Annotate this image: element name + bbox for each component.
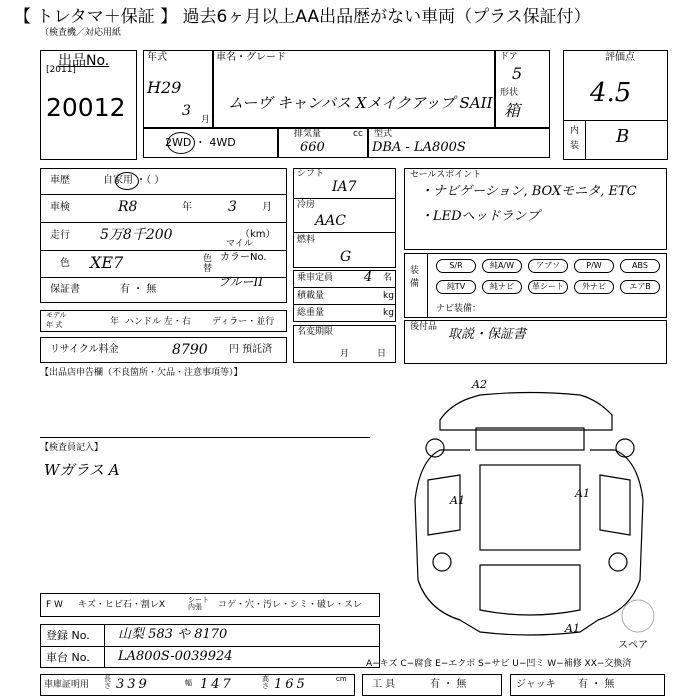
inspector-label: 【検査員記入】 <box>40 443 104 453</box>
capacity-unit: 名 <box>383 273 393 283</box>
dealer-value: ディラー・並行 <box>212 317 275 327</box>
car-right-side <box>600 475 630 535</box>
mark-a1-left: A1 <box>450 494 465 507</box>
mileage-note: （km） <box>240 229 276 240</box>
equipment-item-row1-3: P/W <box>574 259 614 273</box>
equipment-item-row1-4: ABS <box>620 259 660 273</box>
registration-label: 登録 No. <box>46 629 90 642</box>
jack-label: ジャッキ <box>516 679 556 690</box>
equipment-item-row2-2: 革シート <box>528 280 568 294</box>
car-wheel-fr <box>609 553 627 571</box>
model-year-label-1: モデル <box>46 311 67 319</box>
capacity-label: 乗車定員 <box>297 273 334 283</box>
displacement-label: 排気量 <box>294 129 322 139</box>
score-label: 評価点 <box>605 52 635 63</box>
registration-value: 山梨 583 や 8170 <box>118 627 228 642</box>
aftermarket-value: 取説・保証書 <box>448 327 527 342</box>
spare-tire <box>622 600 654 632</box>
equipment-item-row2-4: エアB <box>620 280 660 294</box>
equipment-item-row2-1: 純ナビ <box>482 280 522 294</box>
fuel-label: 燃料 <box>297 235 316 245</box>
model-year-label-2: 年 式 <box>46 321 63 329</box>
chassis-value: LA800S-0039924 <box>118 649 233 664</box>
year-month-unit: 月 <box>201 115 211 125</box>
mileage-value: 5万8千200 <box>100 227 173 243</box>
lot-badge: [2011] <box>46 65 76 75</box>
inspection-month: 3 <box>228 199 237 215</box>
year-month: 3 <box>182 103 191 119</box>
sales-label: セールスポイント <box>410 170 482 180</box>
color-value: XE7 <box>90 253 124 272</box>
tools-value: 有 ・ 無 <box>430 679 467 690</box>
chassis-label: 車台 No. <box>46 651 90 664</box>
warranty-label: 保証書 <box>50 284 80 295</box>
cert-label: 車庫証明用 <box>44 680 90 690</box>
shift-label: シフト <box>297 169 325 179</box>
equipment-item-row1-2: アブソ <box>528 259 568 273</box>
car-wheel-rr <box>616 439 634 457</box>
lot-label: 出品No. <box>58 53 110 69</box>
drive-circle <box>167 132 195 154</box>
owner-change-label: 名変期限 <box>297 327 334 337</box>
interior-value: B <box>616 126 630 147</box>
aftermarket-box <box>404 320 667 364</box>
year-value: H29 <box>147 78 182 97</box>
subtitle: （検査機／対応用紙 <box>40 28 122 38</box>
recycle-unit: 円 預託済 <box>229 344 273 355</box>
model-year-unit: 年 <box>110 317 120 327</box>
type-label: 型式 <box>374 129 393 139</box>
handle-value: ハンドル 左・右 <box>125 317 191 327</box>
history-circle <box>115 172 139 190</box>
car-wheel-rl <box>426 439 444 457</box>
mark-a1-bottom: A1 <box>565 622 580 635</box>
inspector-value: Wガラス A <box>44 461 120 479</box>
load-unit: kg <box>383 291 394 301</box>
inspection-month-unit: 月 <box>262 202 272 213</box>
model-label: 車名・グレード <box>216 52 286 63</box>
warranty-value: 有 ・ 無 <box>120 284 157 295</box>
history-value: 自家用 ・（ ） <box>103 175 165 186</box>
cert-length-value: 339 <box>116 677 150 692</box>
tools-label: 工 具 <box>372 679 396 690</box>
drive-value: 2WD ・ 4WD <box>165 136 236 149</box>
shape-value: 箱 <box>504 101 521 120</box>
cert-height-label: 高さ <box>262 675 269 690</box>
ac-label: 冷房 <box>297 200 316 210</box>
type-value: DBA - LA800S <box>372 140 466 155</box>
year-label: 年式 <box>147 52 167 63</box>
aftermarket-label: 後付品 <box>410 322 438 332</box>
inspection-year: R8 <box>118 199 138 215</box>
gross-unit: kg <box>383 308 394 318</box>
displacement-value: 660 <box>300 140 325 155</box>
cert-length-label: 長さ <box>104 675 111 690</box>
interior-label-1: 内 <box>570 126 580 136</box>
car-hood <box>480 565 580 615</box>
displacement-unit: cc <box>353 129 363 139</box>
equipment-item-row2-3: 外ナビ <box>574 280 614 294</box>
spare-label: スペア <box>618 640 648 651</box>
navi-label: ナビ装備： <box>436 304 482 314</box>
score-value: 4.5 <box>590 78 632 108</box>
mileage-unit: マイル <box>226 239 253 249</box>
door-label: ドア <box>500 52 518 62</box>
car-diagram <box>400 370 660 660</box>
inspection-label: 車検 <box>50 202 70 213</box>
fw-label: F W <box>46 600 63 610</box>
fuel-value: G <box>340 249 352 265</box>
car-wheel-fl <box>433 553 451 571</box>
damage-codes: A−キズ C−腐食 E−エクボ S−サビ U−凹ミ W−補修 XX−交換済 <box>366 659 632 669</box>
sales-line-1: ・ナビゲーション, BOXモニタ, ETC <box>420 184 637 199</box>
inspection-year-unit: 年 <box>182 202 192 213</box>
notes-label: 【出品店申告欄（不良箇所・欠品・注意事項等）】 <box>40 368 243 378</box>
model-value: ムーヴ キャンバス Xメイクアップ SAII <box>228 94 493 112</box>
car-roof-panel <box>480 465 580 550</box>
color-code-label: カラーNo. <box>220 252 267 263</box>
shape-label: 形状 <box>500 88 519 98</box>
mark-a1-right: A1 <box>575 487 590 500</box>
car-body <box>415 450 643 635</box>
color-change-label: 色替 <box>203 254 213 274</box>
cert-height-value: 165 <box>274 677 308 692</box>
car-roof-spoiler <box>440 393 612 431</box>
lot-number: 20012 <box>46 93 126 122</box>
car-top <box>476 428 584 450</box>
equipment-item-row1-0: S/R <box>436 259 476 273</box>
mark-a2: A2 <box>472 378 487 391</box>
capacity-value: 4 <box>364 270 373 285</box>
equipment-item-row1-1: 純A/W <box>482 259 522 273</box>
jack-value: 有 ・ 無 <box>578 679 615 690</box>
load-label: 積載量 <box>297 291 325 301</box>
door-value: 5 <box>512 64 523 83</box>
fw-text: キズ・ヒビ石・割レX <box>78 600 165 610</box>
cert-width-label: 幅 <box>185 679 192 687</box>
page-title: 【 トレタマ＋保証 】 過去6ヶ月以上AA出品歴がない車両（プラス保証付） <box>14 7 591 27</box>
recycle-value: 8790 <box>172 342 208 358</box>
fw-text-2: コゲ・穴・汚レ・シミ・破レ・スレ <box>218 600 363 610</box>
equipment-item-row2-0: 純TV <box>436 280 476 294</box>
shift-value: IA7 <box>332 179 357 195</box>
sales-line-2: ・LEDヘッドランプ <box>420 209 540 224</box>
color-label: 色 <box>60 258 70 269</box>
cert-width-value: 147 <box>200 677 234 692</box>
recycle-label: リサイクル料金 <box>50 344 119 355</box>
color-code-note: ブルーII <box>218 275 264 289</box>
mileage-label: 走行 <box>50 230 70 241</box>
equipment-label: 装備 <box>410 266 420 289</box>
interior-label-2: 装 <box>570 141 580 151</box>
owner-change-unit: 月日 <box>340 349 415 359</box>
seat-label: シート 内張 <box>188 596 209 611</box>
cert-unit: cm <box>336 675 347 683</box>
ac-value: AAC <box>315 213 346 229</box>
gross-label: 総重量 <box>297 308 325 318</box>
history-label: 車歴 <box>50 175 70 186</box>
